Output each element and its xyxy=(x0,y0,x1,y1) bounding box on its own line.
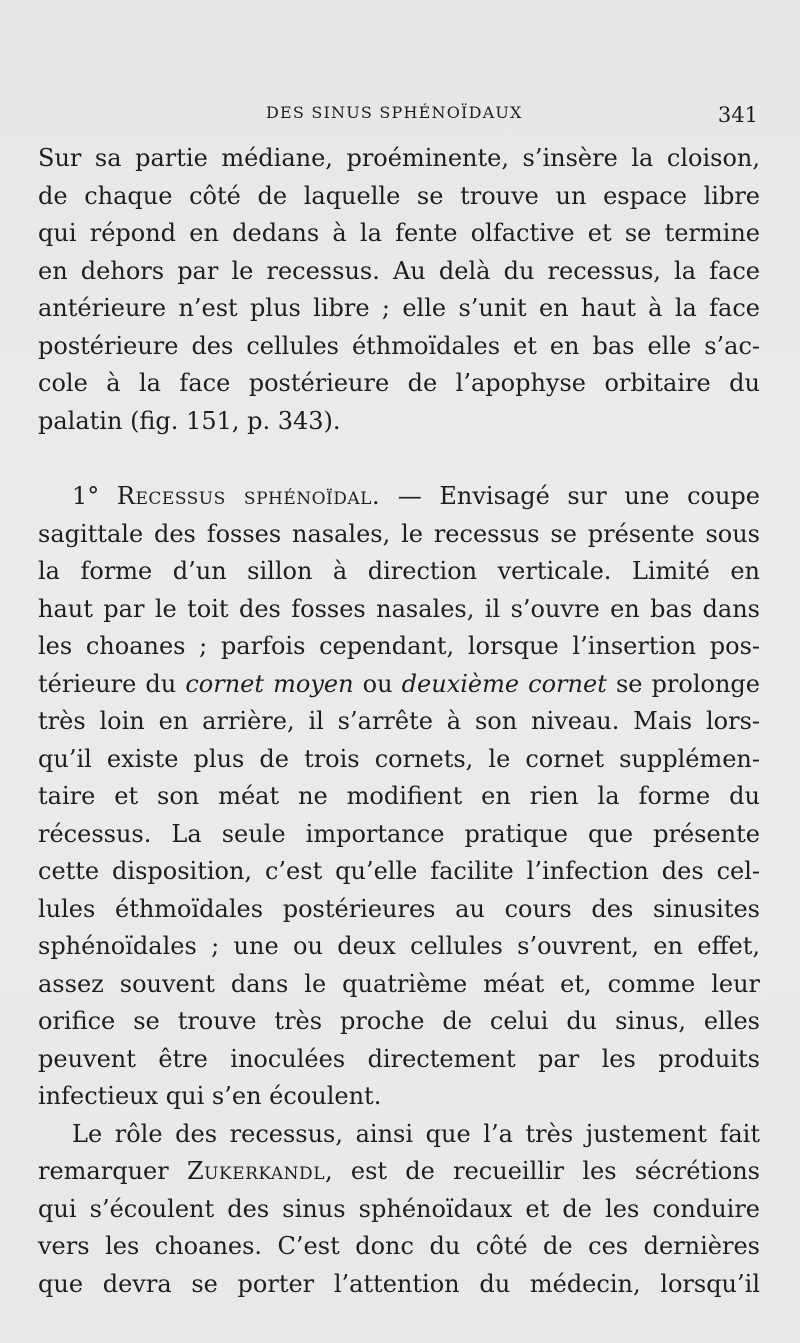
running-head xyxy=(0,103,800,133)
text-line: sagittale des fosses nasales, le recessus se présente sous xyxy=(38,519,760,548)
paragraph-2 xyxy=(38,478,760,1116)
text-line: Le rôle des recessus, ainsi que l’a très justement fait xyxy=(72,1119,760,1148)
text-line: qui s’écoulent des sinus sphénoïdaux et de les conduire xyxy=(38,1194,760,1223)
text-line: postérieure des cellules éthmoïdales et en bas elle s’ac- xyxy=(38,331,760,360)
text-line-italics xyxy=(38,666,760,704)
text-line-author xyxy=(38,1153,760,1191)
text-line: lules éthmoïdales postérieures au cours des sinusites xyxy=(38,894,760,923)
italic-term: cornet moyen xyxy=(185,669,354,698)
text-line: vers les choanes. C’est donc du côté de ces dernières xyxy=(38,1232,760,1260)
body-text xyxy=(38,140,760,1303)
text-run: se prolonge xyxy=(606,669,760,698)
page-number: 341 xyxy=(717,103,758,127)
italic-term: deuxième cornet xyxy=(401,669,607,698)
section-heading-line xyxy=(38,478,760,516)
text-run: ou xyxy=(353,669,402,698)
text-line: infectieux qui s’en écoulent. xyxy=(38,1082,382,1110)
paragraph-1 xyxy=(38,140,760,440)
text-line: que devra se porter l’attention du médecin, lorsqu’il xyxy=(38,1269,760,1298)
text-line: assez souvent dans le quatrième méat et, comme leur xyxy=(38,969,760,998)
text-line: taire et son méat ne modifient en rien la forme du xyxy=(38,782,760,810)
text-line: récessus. La seule importance pratique que présente xyxy=(38,819,760,848)
text-run: , est de recueillir les sécrétions xyxy=(324,1157,760,1185)
text-line: cole à la face postérieure de l’apophyse orbitaire du xyxy=(38,369,760,397)
text-run: — Envisagé sur une coupe xyxy=(380,482,760,510)
text-line: Sur sa partie médiane, proéminente, s’insère la cloison, xyxy=(38,144,760,172)
text-line: palatin (fig. 151, p. 343). xyxy=(38,406,341,435)
text-line: très loin en arrière, il s’arrête à son niveau. Mais lors- xyxy=(38,707,760,735)
text-line: en dehors par le recessus. Au delà du recessus, la face xyxy=(38,256,760,285)
text-run: remarquer xyxy=(38,1157,187,1185)
paragraph-3 xyxy=(38,1116,760,1304)
text-line: antérieure n’est plus libre ; elle s’unit en haut à la face xyxy=(38,294,760,322)
text-line: la forme d’un sillon à direction verticale. Limité en xyxy=(38,557,760,585)
text-line: qu’il existe plus de trois cornets, le cornet supplémen- xyxy=(38,744,760,773)
text-line: cette disposition, c’est qu’elle facilite l’infection des cel- xyxy=(38,857,760,885)
text-line: de chaque côté de laquelle se trouve un espace libre xyxy=(38,181,760,210)
text-line: orifice se trouve très proche de celui du sinus, elles xyxy=(38,1007,760,1035)
section-heading: Recessus sphénoïdal. xyxy=(116,482,381,510)
text-line: haut par le toit des fosses nasales, il s’ouvre en bas dans xyxy=(38,594,760,623)
text-line: peuvent être inoculées directement par les produits xyxy=(38,1044,760,1073)
section-gap xyxy=(38,440,760,478)
section-number: 1° xyxy=(72,482,100,510)
author-name: Zukerkandl xyxy=(186,1157,325,1185)
text-run: térieure du xyxy=(38,669,186,698)
text-line: qui répond en dedans à la fente olfactive et se termine xyxy=(38,219,760,247)
text-line: sphénoïdales ; une ou deux cellules s’ouvrent, en effet, xyxy=(38,932,760,960)
running-title: DES SINUS SPHÉNOÏDAUX xyxy=(266,103,523,122)
text-line: les choanes ; parfois cependant, lorsque l’insertion pos- xyxy=(38,632,760,660)
